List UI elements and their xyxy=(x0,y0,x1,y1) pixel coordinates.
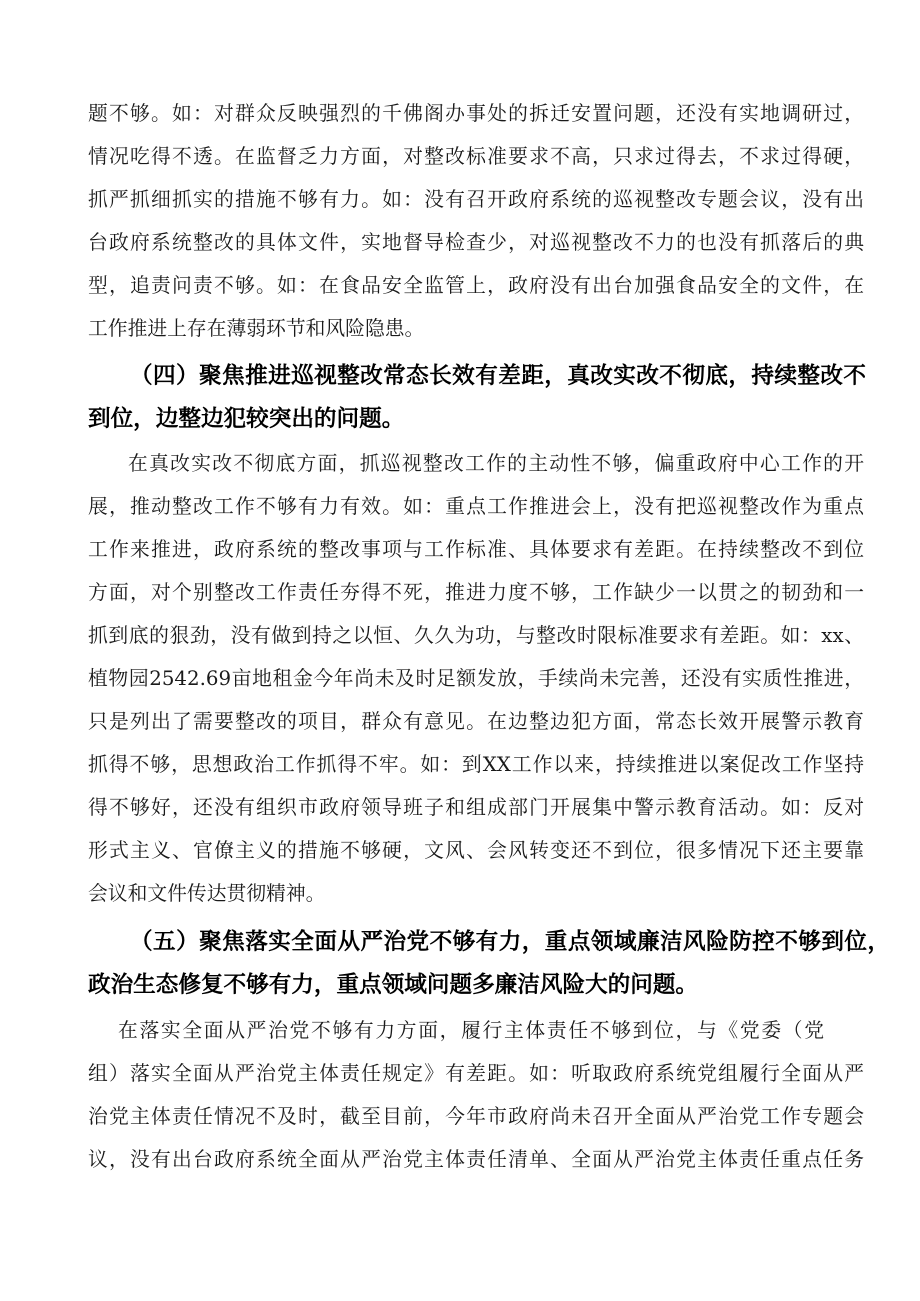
heading-line: （四）聚焦推进巡视整改常态长效有差距，真改实改不彻底，持续整改不 xyxy=(130,363,866,389)
heading-line: 到位，边整边犯较突出的问题。 xyxy=(88,406,405,432)
text-line: 抓严抓细抓实的措施不够有力。如：没有召开政府系统的巡视整改专题会议，没有出 xyxy=(88,188,864,211)
text-line: 型，追责问责不够。如：在食品安全监管上，政府没有出台加强食品安全的文件，在 xyxy=(88,274,864,297)
text-line: 工作推进上存在薄弱环节和风险隐患。 xyxy=(88,317,425,340)
text-line: 议，没有出台政府系统全面从严治党主体责任清单、全面从严治党主体责任重点任务 xyxy=(88,1148,864,1171)
text-line: 在落实全面从严治党不够有力方面，履行主体责任不够到位，与《党委（党 xyxy=(118,1019,824,1042)
text-line: 只是列出了需要整改的项目，群众有意见。在边整边犯方面，常态长效开展警示教育 xyxy=(88,710,864,733)
text-line: 组）落实全面从严治党主体责任规定》有差距。如：听取政府系统党组履行全面从严 xyxy=(88,1062,864,1085)
text-line: 得不够好，还没有组织市政府领导班子和组成部门开展集中警示教育活动。如：反对 xyxy=(88,796,864,819)
text-line: 情况吃得不透。在监督乏力方面，对整改标准要求不高，只求过得去，不求过得硬， xyxy=(88,145,864,168)
text-line: 治党主体责任情况不及时，截至目前，今年市政府尚未召开全面从严治党工作专题会 xyxy=(88,1105,864,1128)
text-line: 植物园2542.69亩地租金今年尚未及时足额发放，手续尚未完善，还没有实质性推进， xyxy=(88,667,864,690)
text-line: 题不够。如：对群众反映强烈的千佛阁办事处的拆迁安置问题，还没有实地调研过， xyxy=(88,102,864,125)
text-line: 抓得不够，思想政治工作抓得不牢。如：到XX工作以来，持续推进以案促改工作坚持 xyxy=(88,753,864,776)
heading-line: （五）聚焦落实全面从严治党不够有力，重点领域廉洁风险防控不够到位， xyxy=(130,929,890,955)
text-line: 形式主义、官僚主义的措施不够硬，文风、会风转变还不到位，很多情况下还主要靠 xyxy=(88,839,864,862)
text-line: 展，推动整改工作不够有力有效。如：重点工作推进会上，没有把巡视整改作为重点 xyxy=(88,495,864,518)
text-line: 台政府系统整改的具体文件，实地督导检查少，对巡视整改不力的也没有抓落后的典 xyxy=(88,231,864,254)
text-line: 方面，对个别整改工作责任夯得不死，推进力度不够，工作缺少一以贯之的韧劲和一 xyxy=(88,581,864,604)
heading-line: 政治生态修复不够有力，重点领域问题多廉洁风险大的问题。 xyxy=(88,972,699,998)
text-line: 会议和文件传达贯彻精神。 xyxy=(88,882,326,905)
text-line: 工作来推进，政府系统的整改事项与工作标准、具体要求有差距。在持续整改不到位 xyxy=(88,538,864,561)
text-line: 在真改实改不彻底方面，抓巡视整改工作的主动性不够，偏重政府中心工作的开 xyxy=(128,452,864,475)
text-line: 抓到底的狠劲，没有做到持之以恒、久久为功，与整改时限标准要求有差距。如：xx、 xyxy=(88,624,864,647)
